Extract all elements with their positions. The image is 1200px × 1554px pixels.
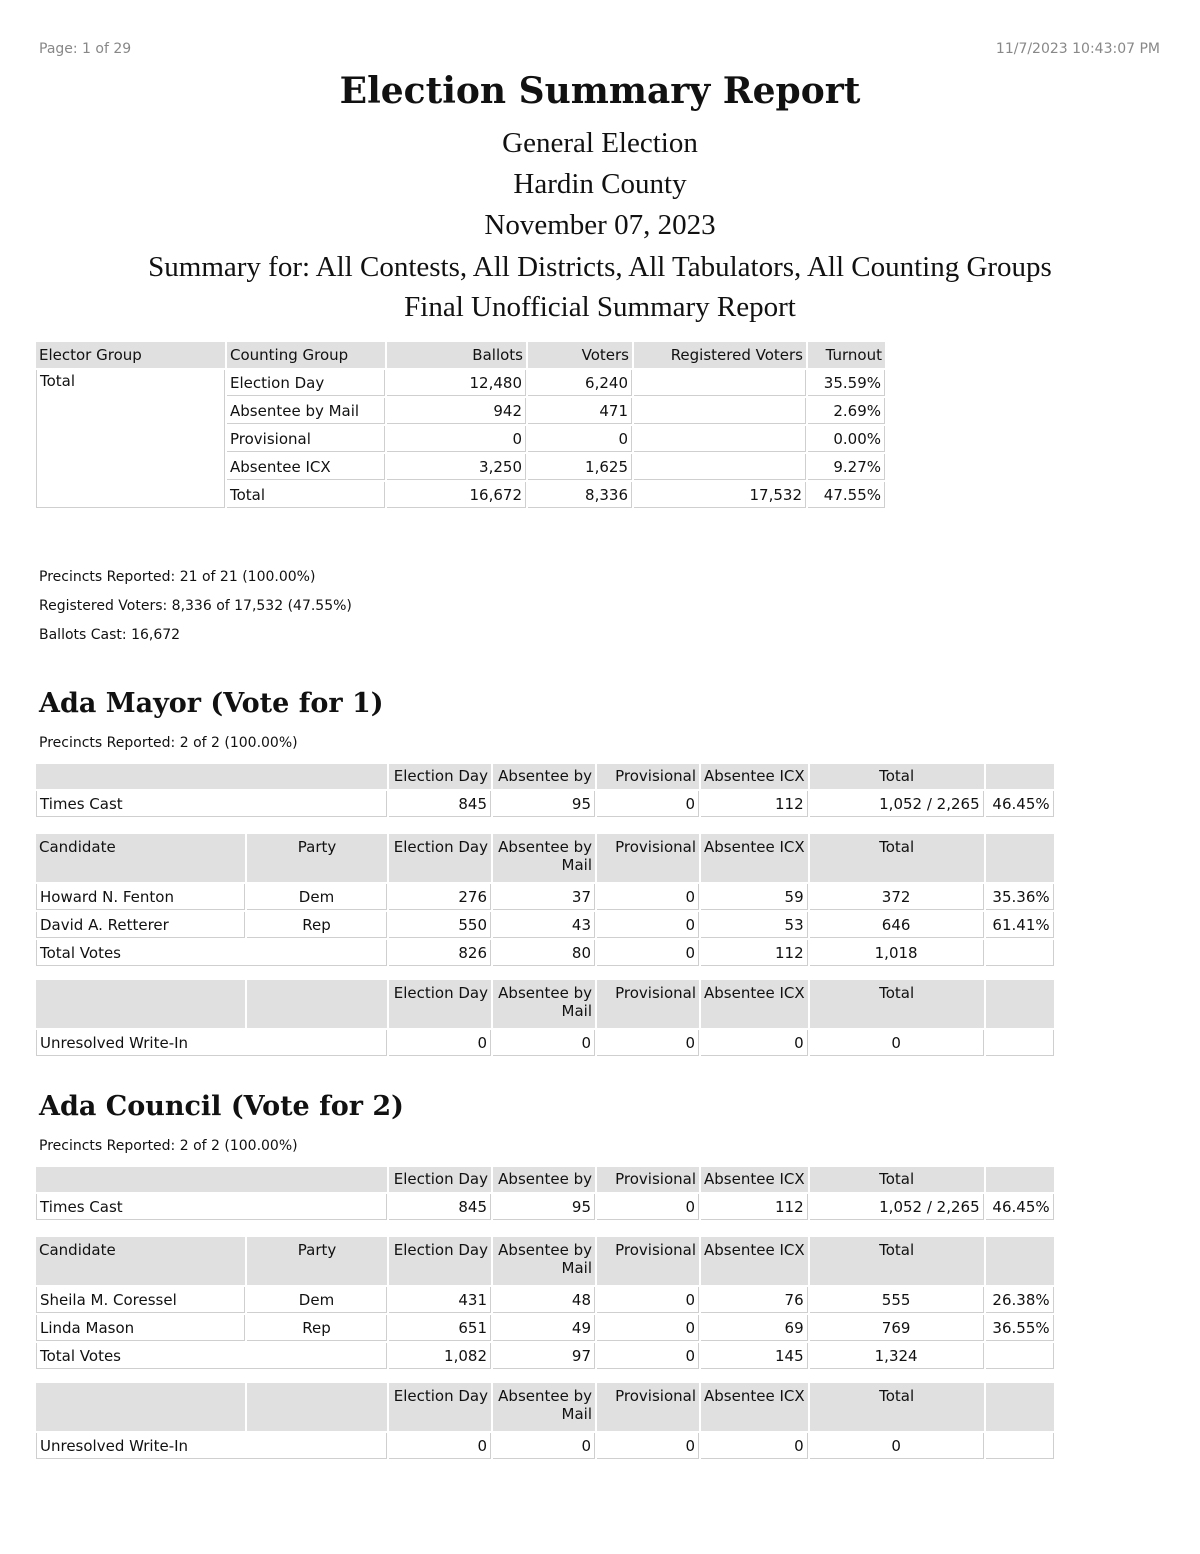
registered-cell xyxy=(634,426,806,452)
ballots-cell: 0 xyxy=(387,426,526,452)
column-header: Election Day xyxy=(389,1383,491,1431)
column-header: Provisional xyxy=(597,1167,699,1192)
column-header: Election Day xyxy=(389,1237,491,1285)
table-row xyxy=(36,940,1054,966)
absentee-icx-cell: 145 xyxy=(701,1343,808,1369)
total-cell: 1,324 xyxy=(810,1343,984,1369)
percent-cell: 46.45% xyxy=(986,791,1054,817)
column-header: Election Day xyxy=(389,764,491,789)
column-header: Election Day xyxy=(389,834,491,882)
registered-cell: 17,532 xyxy=(634,482,806,508)
absentee-icx-cell: 0 xyxy=(701,1433,808,1459)
percent-cell: 36.55% xyxy=(986,1315,1054,1341)
provisional-cell: 0 xyxy=(597,1315,699,1341)
total-cell: 372 xyxy=(810,884,984,910)
total-cell: 646 xyxy=(810,912,984,938)
table-row xyxy=(36,912,1054,938)
times-cast-table xyxy=(34,762,1056,819)
turnout-cell: 47.55% xyxy=(808,482,885,508)
provisional-cell: 0 xyxy=(597,940,699,966)
table-row xyxy=(36,884,1054,910)
election-name: General Election xyxy=(502,127,698,159)
row-label: Unresolved Write-In xyxy=(36,1433,387,1459)
turnout-cell: 0.00% xyxy=(808,426,885,452)
column-header: Registered Voters xyxy=(634,342,806,368)
table-header-row xyxy=(36,1237,1054,1285)
column-header: Counting Group xyxy=(227,342,385,368)
voters-cell: 0 xyxy=(528,426,632,452)
provisional-cell: 0 xyxy=(597,1433,699,1459)
column-header: Total xyxy=(810,980,984,1028)
party-cell: Rep xyxy=(247,1315,387,1341)
voters-cell: 8,336 xyxy=(528,482,632,508)
total-cell: 1,052 / 2,265 xyxy=(810,1194,984,1220)
column-header: Absentee by Mail xyxy=(493,834,595,882)
absentee-icx-cell: 76 xyxy=(701,1287,808,1313)
ballots-cell: 942 xyxy=(387,398,526,424)
election-day-cell: 1,082 xyxy=(389,1343,491,1369)
table-row xyxy=(36,1287,1054,1313)
candidate-results-table xyxy=(34,1235,1056,1371)
times-cast-table xyxy=(34,1165,1056,1222)
percent-cell xyxy=(986,1343,1054,1369)
registered-cell xyxy=(634,370,806,396)
table-row xyxy=(36,370,885,396)
provisional-cell: 0 xyxy=(597,1030,699,1056)
contest-precincts: Precincts Reported: 2 of 2 (100.00%) xyxy=(39,735,298,751)
provisional-cell: 0 xyxy=(597,791,699,817)
voters-cell: 1,625 xyxy=(528,454,632,480)
table-row xyxy=(36,1433,1054,1459)
page-number: Page: 1 of 29 xyxy=(39,41,132,57)
absentee-cell: 95 xyxy=(493,791,595,817)
provisional-cell: 0 xyxy=(597,884,699,910)
provisional-cell: 0 xyxy=(597,912,699,938)
turnout-cell: 35.59% xyxy=(808,370,885,396)
absentee-icx-cell: 0 xyxy=(701,1030,808,1056)
absentee-cell: 0 xyxy=(493,1433,595,1459)
column-header: Provisional xyxy=(597,1383,699,1431)
provisional-cell: 0 xyxy=(597,1194,699,1220)
total-cell: 769 xyxy=(810,1315,984,1341)
provisional-cell: 0 xyxy=(597,1287,699,1313)
column-header: Absentee ICX xyxy=(701,834,808,882)
election-day-cell: 845 xyxy=(389,791,491,817)
turnout-cell: 9.27% xyxy=(808,454,885,480)
percent-cell: 35.36% xyxy=(986,884,1054,910)
column-header: Absentee ICX xyxy=(701,1167,808,1192)
candidate-name: Howard N. Fenton xyxy=(36,884,245,910)
report-status: Final Unofficial Summary Report xyxy=(404,291,796,323)
column-header xyxy=(986,764,1054,789)
row-label: Times Cast xyxy=(36,791,387,817)
column-header xyxy=(247,1383,387,1431)
election-day-cell: 0 xyxy=(389,1030,491,1056)
candidate-name: David A. Retterer xyxy=(36,912,245,938)
total-cell: 1,052 / 2,265 xyxy=(810,791,984,817)
column-header: Voters xyxy=(528,342,632,368)
absentee-icx-cell: 112 xyxy=(701,940,808,966)
column-header: Absentee by xyxy=(493,764,595,789)
counting-group-cell: Election Day xyxy=(227,370,385,396)
table-header-row xyxy=(36,764,1054,789)
percent-cell xyxy=(986,1030,1054,1056)
absentee-cell: 37 xyxy=(493,884,595,910)
column-header: Absentee ICX xyxy=(701,1383,808,1431)
total-cell: 555 xyxy=(810,1287,984,1313)
table-row xyxy=(36,1194,1054,1220)
percent-cell: 61.41% xyxy=(986,912,1054,938)
ballots-cell: 16,672 xyxy=(387,482,526,508)
counting-group-cell: Absentee by Mail xyxy=(227,398,385,424)
column-header: Total xyxy=(810,1383,984,1431)
row-label: Unresolved Write-In xyxy=(36,1030,387,1056)
total-cell: 0 xyxy=(810,1433,984,1459)
party-cell: Dem xyxy=(247,1287,387,1313)
column-header xyxy=(986,1237,1054,1285)
column-header xyxy=(36,1167,387,1192)
column-header: Provisional xyxy=(597,980,699,1028)
table-row xyxy=(36,1315,1054,1341)
column-header xyxy=(36,980,245,1028)
table-row xyxy=(36,1030,1054,1056)
absentee-icx-cell: 112 xyxy=(701,791,808,817)
column-header: Turnout xyxy=(808,342,885,368)
registered-voters: Registered Voters: 8,336 of 17,532 (47.55%) xyxy=(39,598,352,614)
column-header xyxy=(986,834,1054,882)
table-header-row xyxy=(36,980,1054,1028)
candidate-name: Sheila M. Coressel xyxy=(36,1287,245,1313)
table-row xyxy=(36,791,1054,817)
percent-cell: 46.45% xyxy=(986,1194,1054,1220)
absentee-icx-cell: 112 xyxy=(701,1194,808,1220)
ballots-cell: 3,250 xyxy=(387,454,526,480)
ballots-cast: Ballots Cast: 16,672 xyxy=(39,627,181,643)
column-header: Absentee by Mail xyxy=(493,980,595,1028)
absentee-cell: 97 xyxy=(493,1343,595,1369)
election-day-cell: 276 xyxy=(389,884,491,910)
column-header xyxy=(986,980,1054,1028)
total-cell: 0 xyxy=(810,1030,984,1056)
column-header: Candidate xyxy=(36,1237,245,1285)
counting-group-cell: Absentee ICX xyxy=(227,454,385,480)
voters-cell: 471 xyxy=(528,398,632,424)
registered-cell xyxy=(634,454,806,480)
column-header: Absentee ICX xyxy=(701,764,808,789)
report-timestamp: 11/7/2023 10:43:07 PM xyxy=(995,41,1160,57)
absentee-cell: 48 xyxy=(493,1287,595,1313)
percent-cell xyxy=(986,940,1054,966)
election-date: November 07, 2023 xyxy=(484,209,716,241)
column-header xyxy=(36,764,387,789)
percent-cell xyxy=(986,1433,1054,1459)
table-header-row xyxy=(36,1167,1054,1192)
election-day-cell: 826 xyxy=(389,940,491,966)
column-header: Total xyxy=(810,1167,984,1192)
summary-scope: Summary for: All Contests, All Districts, All Tabulators, All Counting Groups xyxy=(148,251,1052,283)
column-header: Candidate xyxy=(36,834,245,882)
table-header-row xyxy=(36,342,885,368)
absentee-cell: 43 xyxy=(493,912,595,938)
election-day-cell: 0 xyxy=(389,1433,491,1459)
turnout-summary-table xyxy=(34,340,887,510)
column-header: Provisional xyxy=(597,1237,699,1285)
turnout-cell: 2.69% xyxy=(808,398,885,424)
report-title: Election Summary Report xyxy=(339,70,861,112)
column-header: Total xyxy=(810,834,984,882)
party-cell: Rep xyxy=(247,912,387,938)
election-day-cell: 431 xyxy=(389,1287,491,1313)
election-day-cell: 845 xyxy=(389,1194,491,1220)
column-header: Absentee ICX xyxy=(701,1237,808,1285)
row-label: Total Votes xyxy=(36,940,387,966)
column-header: Absentee by Mail xyxy=(493,1383,595,1431)
candidate-results-table xyxy=(34,832,1056,968)
absentee-icx-cell: 53 xyxy=(701,912,808,938)
column-header: Elector Group xyxy=(36,342,225,368)
row-label: Total Votes xyxy=(36,1343,387,1369)
precincts-reported: Precincts Reported: 21 of 21 (100.00%) xyxy=(39,569,316,585)
column-header: Provisional xyxy=(597,764,699,789)
table-header-row xyxy=(36,1383,1054,1431)
absentee-cell: 0 xyxy=(493,1030,595,1056)
candidate-name: Linda Mason xyxy=(36,1315,245,1341)
table-row xyxy=(36,1343,1054,1369)
absentee-cell: 49 xyxy=(493,1315,595,1341)
provisional-cell: 0 xyxy=(597,1343,699,1369)
counting-group-cell: Total xyxy=(227,482,385,508)
column-header: Absentee ICX xyxy=(701,980,808,1028)
column-header xyxy=(986,1383,1054,1431)
column-header: Absentee by xyxy=(493,1167,595,1192)
contest-title: Ada Council (Vote for 2) xyxy=(39,1091,404,1122)
column-header: Party xyxy=(247,834,387,882)
counting-group-cell: Provisional xyxy=(227,426,385,452)
column-header: Election Day xyxy=(389,1167,491,1192)
column-header: Total xyxy=(810,764,984,789)
percent-cell: 26.38% xyxy=(986,1287,1054,1313)
absentee-icx-cell: 59 xyxy=(701,884,808,910)
column-header: Party xyxy=(247,1237,387,1285)
voters-cell: 6,240 xyxy=(528,370,632,396)
write-in-table xyxy=(34,1381,1056,1461)
absentee-icx-cell: 69 xyxy=(701,1315,808,1341)
write-in-table xyxy=(34,978,1056,1058)
election-day-cell: 651 xyxy=(389,1315,491,1341)
contest-precincts: Precincts Reported: 2 of 2 (100.00%) xyxy=(39,1138,298,1154)
registered-cell xyxy=(634,398,806,424)
absentee-cell: 80 xyxy=(493,940,595,966)
column-header: Provisional xyxy=(597,834,699,882)
total-cell: 1,018 xyxy=(810,940,984,966)
party-cell: Dem xyxy=(247,884,387,910)
table-header-row xyxy=(36,834,1054,882)
column-header: Total xyxy=(810,1237,984,1285)
absentee-cell: 95 xyxy=(493,1194,595,1220)
election-day-cell: 550 xyxy=(389,912,491,938)
column-header xyxy=(36,1383,245,1431)
column-header: Ballots xyxy=(387,342,526,368)
column-header: Absentee by Mail xyxy=(493,1237,595,1285)
elector-group-cell: Total xyxy=(36,370,225,508)
county-name: Hardin County xyxy=(513,168,687,200)
column-header xyxy=(247,980,387,1028)
contest-title: Ada Mayor (Vote for 1) xyxy=(39,688,384,719)
ballots-cell: 12,480 xyxy=(387,370,526,396)
column-header xyxy=(986,1167,1054,1192)
row-label: Times Cast xyxy=(36,1194,387,1220)
column-header: Election Day xyxy=(389,980,491,1028)
